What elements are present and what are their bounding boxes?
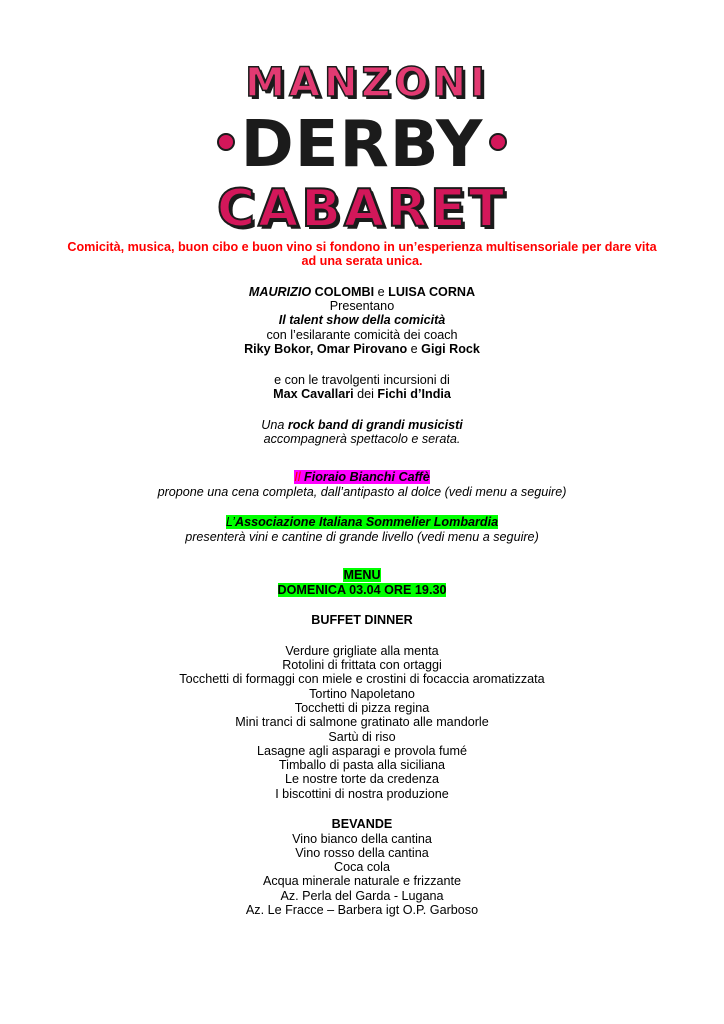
list-item: Coca cola bbox=[333, 860, 390, 875]
logo-letter: N bbox=[432, 60, 470, 106]
list-item: Acqua minerale naturale e frizzante bbox=[262, 874, 462, 889]
guest-group: Fichi d’India bbox=[377, 386, 451, 401]
logo-dot-right-icon bbox=[489, 133, 507, 151]
list-item: Vino rosso della cantina bbox=[295, 845, 429, 860]
guest-line bbox=[60, 387, 664, 401]
host-first-name: MAURIZIO bbox=[248, 284, 312, 299]
menu-date bbox=[60, 583, 664, 597]
list-item: Timballo di pasta alla siciliana bbox=[278, 758, 446, 773]
logo-letter: Z bbox=[361, 60, 395, 106]
list-item: Le nostre torte da credenza bbox=[284, 772, 440, 787]
menu-title-text: MENU bbox=[343, 568, 381, 583]
hosts-line bbox=[60, 285, 664, 299]
logo-derby-text: DERBY bbox=[240, 108, 484, 182]
tagline-line-2: ad una serata unica. bbox=[301, 254, 423, 269]
menu-title bbox=[60, 568, 664, 582]
fioraio-name: Fioraio Bianchi Caffè bbox=[304, 470, 430, 485]
logo-manzoni bbox=[10, 58, 724, 108]
logo-cabaret: CABARET bbox=[216, 179, 508, 239]
list-item: Vino bianco della cantina bbox=[292, 831, 432, 846]
logo-letter: A bbox=[288, 60, 324, 106]
conjunction: e bbox=[407, 342, 422, 357]
list-item: I biscottini di nostra produzione bbox=[275, 786, 449, 801]
tagline-line-1: Comicità, musica, buon cibo e buon vino si fondono in un’esperienza multisensoriale per dare vita bbox=[67, 240, 657, 254]
fioraio-prefix: Il bbox=[294, 470, 305, 485]
fioraio-highlight bbox=[294, 470, 430, 484]
ais-prefix: L’ bbox=[225, 515, 235, 530]
logo-letter: I bbox=[469, 60, 489, 106]
host-surname: COLOMBI bbox=[311, 284, 375, 299]
list-item: Tortino Napoletano bbox=[309, 686, 415, 701]
list-item: Verdure grigliate alla menta bbox=[285, 643, 439, 658]
coach-name: Gigi Rock bbox=[421, 342, 480, 357]
band-accompany: accompagnerà spettacolo e serata. bbox=[263, 431, 461, 446]
list-item: Az. Le Fracce – Barbera igt O.P. Garboso bbox=[245, 903, 479, 918]
show-title: Il talent show della comicità bbox=[278, 313, 446, 328]
coaches-names: Riky Bokor, Omar Pirovano bbox=[244, 342, 408, 357]
coach-intro: con l’esilarante comicità dei coach bbox=[266, 327, 458, 342]
buffet-list bbox=[60, 644, 664, 801]
fioraio-desc: propone una cena completa, dall’antipasto al dolce (vedi menu a seguire) bbox=[157, 484, 567, 499]
ais-name: Associazione Italiana Sommelier Lombardia bbox=[234, 515, 499, 530]
band-description: rock band di grandi musicisti bbox=[287, 417, 463, 432]
band-prefix: Una bbox=[261, 417, 288, 432]
logo-letter: M bbox=[245, 60, 289, 106]
logo-derby bbox=[0, 110, 724, 180]
conjunction: e bbox=[374, 284, 389, 299]
guest-name: Max Cavallari bbox=[273, 386, 354, 401]
event-logo bbox=[0, 58, 724, 238]
list-item: Tocchetti di formaggi con miele e crostini di focaccia aromatizzata bbox=[179, 672, 545, 687]
coaches-line bbox=[60, 342, 664, 356]
incursioni-intro: e con le travolgenti incursioni di bbox=[274, 372, 450, 387]
fioraio-line bbox=[60, 470, 664, 484]
drinks-title: BEVANDE bbox=[331, 817, 393, 832]
list-item: Sartù di riso bbox=[328, 729, 396, 744]
logo-dot-left-icon bbox=[217, 133, 235, 151]
list-item: Mini tranci di salmone gratinato alle mandorle bbox=[235, 715, 489, 730]
list-item: Lasagne agli asparagi e provola fumé bbox=[256, 743, 468, 758]
buffet-title: BUFFET DINNER bbox=[311, 613, 413, 628]
presentano-text: Presentano bbox=[329, 299, 395, 314]
document-body bbox=[60, 240, 664, 917]
conjunction: dei bbox=[353, 386, 378, 401]
list-item: Tocchetti di pizza regina bbox=[294, 700, 430, 715]
menu-date-text: DOMENICA 03.04 ORE 19.30 bbox=[277, 582, 447, 597]
drinks-list bbox=[60, 832, 664, 918]
logo-letter: O bbox=[394, 60, 433, 106]
ais-highlight bbox=[226, 515, 498, 529]
list-item: Az. Perla del Garda - Lugana bbox=[280, 888, 444, 903]
logo-letter: N bbox=[323, 60, 362, 106]
host-name: LUISA CORNA bbox=[388, 284, 476, 299]
ais-line bbox=[60, 515, 664, 529]
list-item: Rotolini di frittata con ortaggi bbox=[282, 658, 442, 673]
band-line bbox=[60, 418, 664, 432]
ais-desc: presenterà vini e cantine di grande livello (vedi menu a seguire) bbox=[185, 529, 539, 544]
